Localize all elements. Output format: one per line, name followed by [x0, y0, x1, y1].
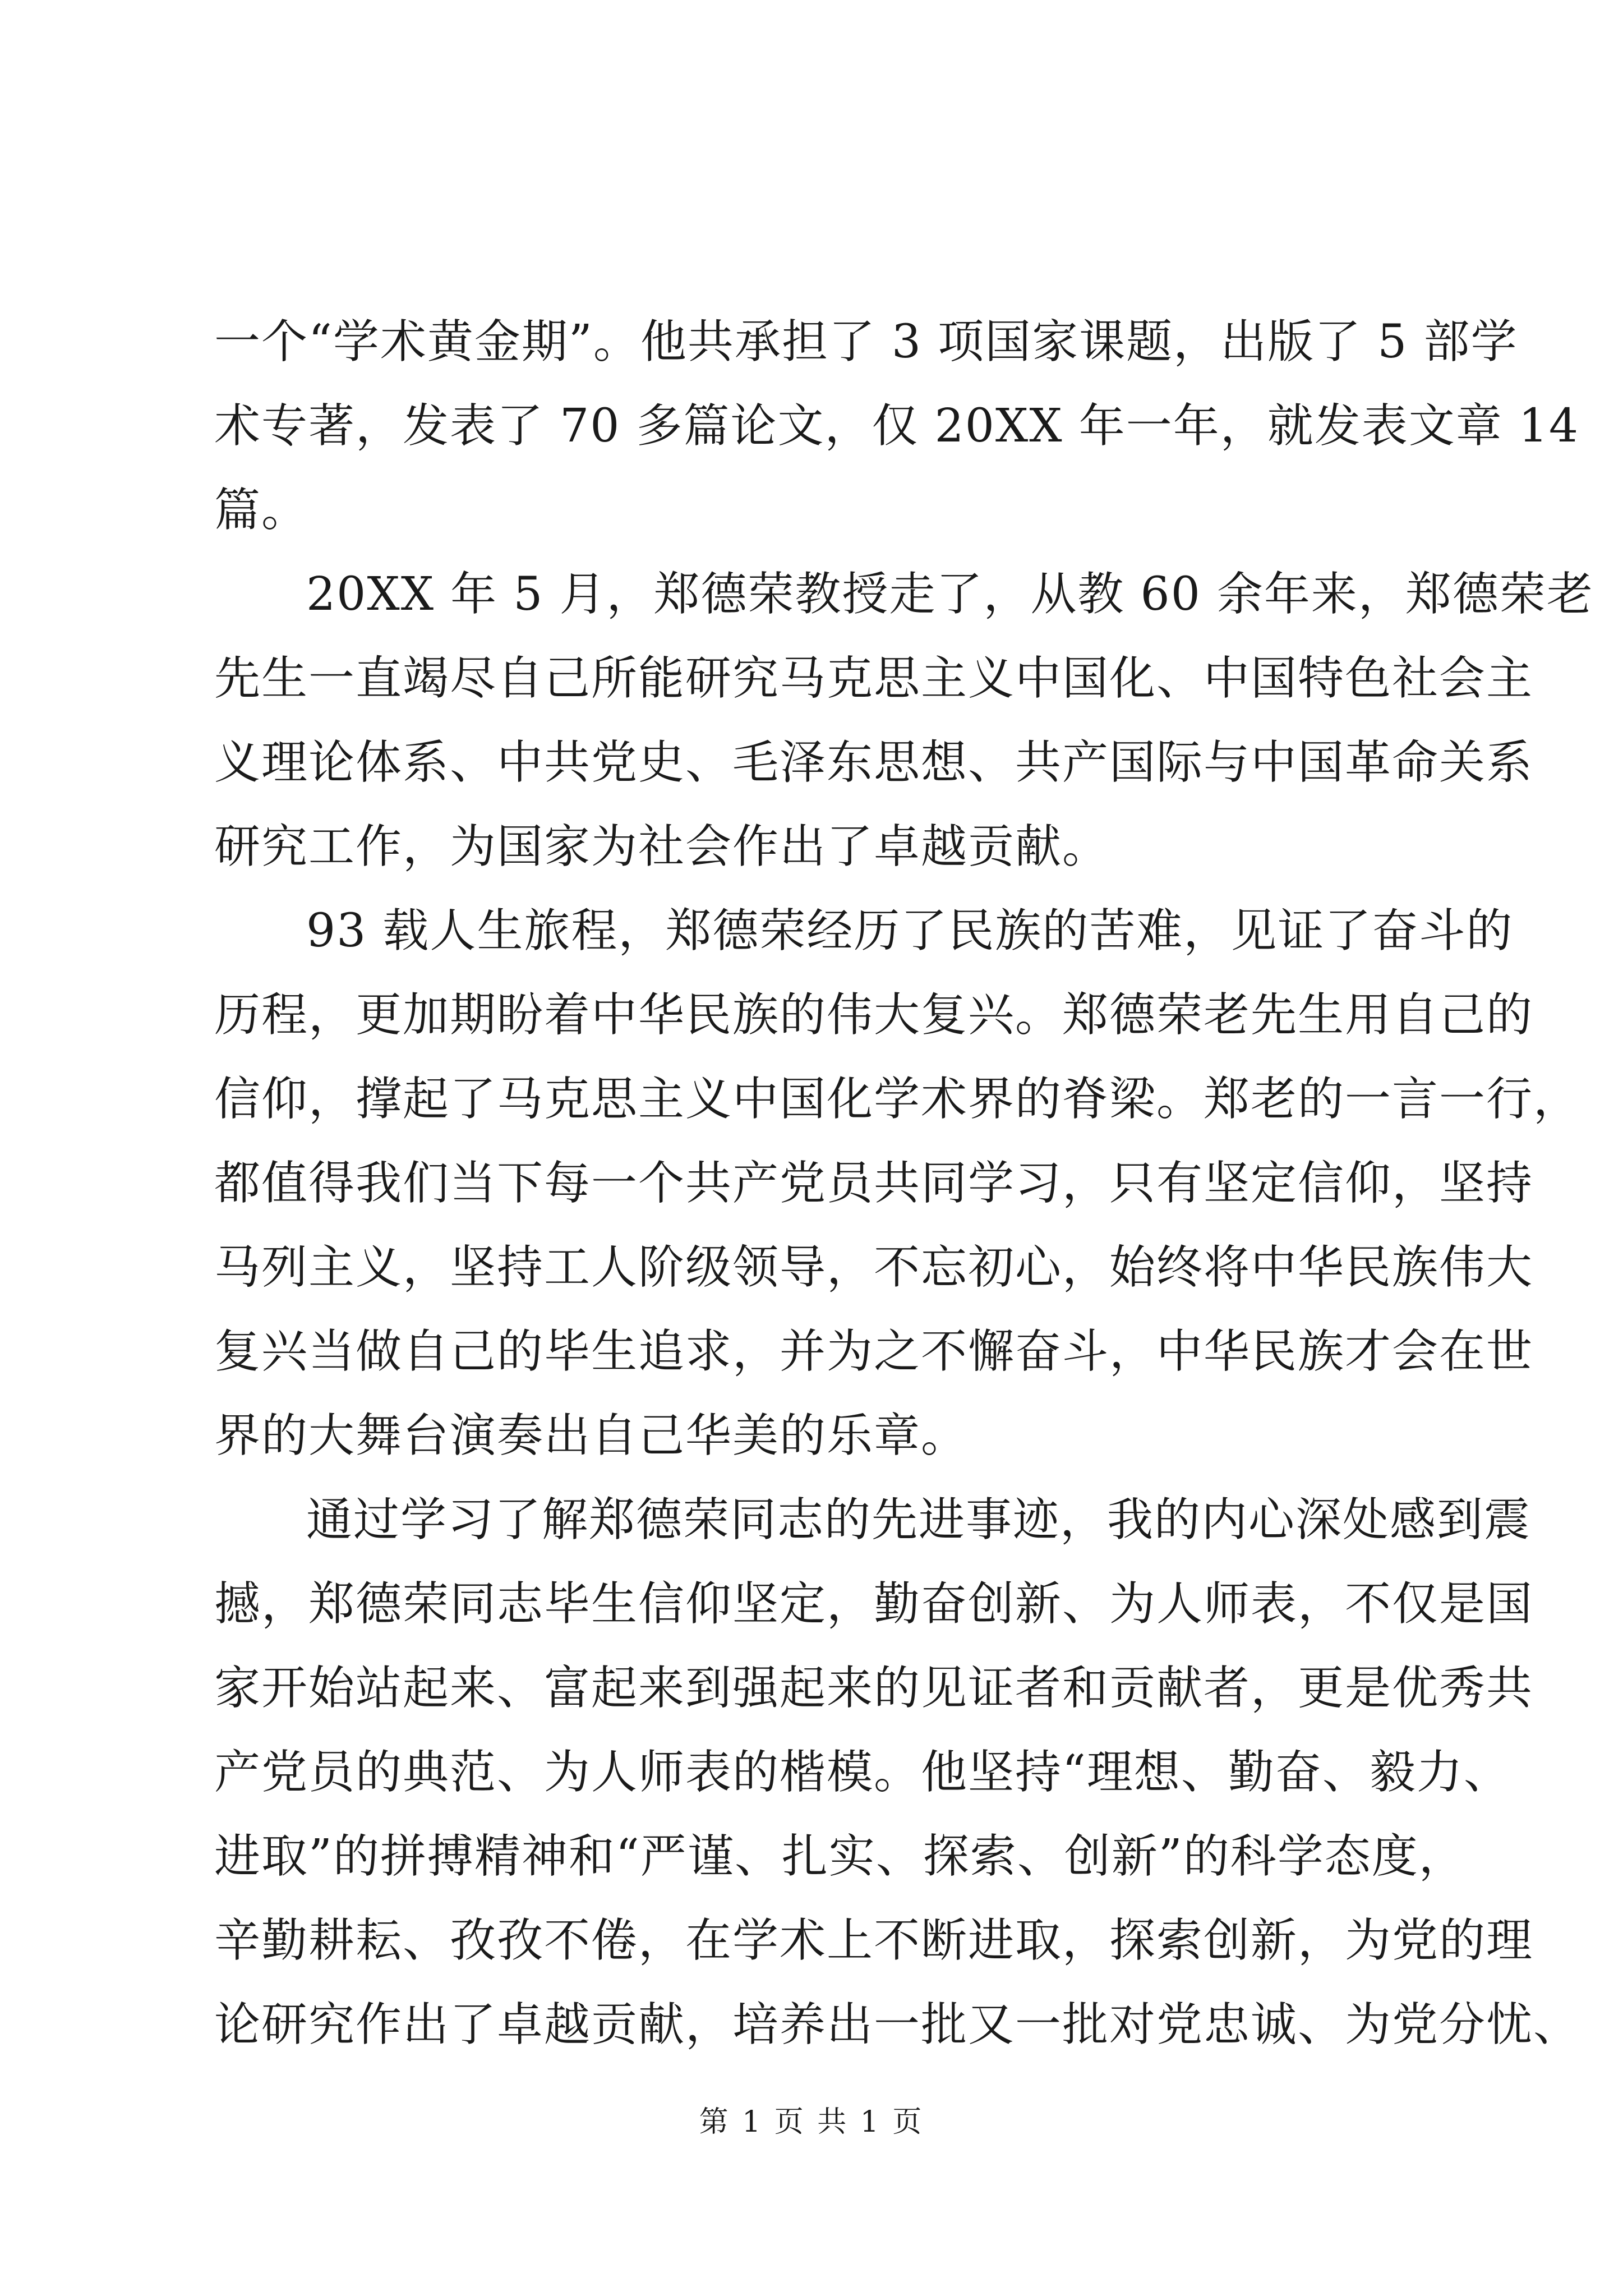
text-line: 研究工作，为国家为社会作出了卓越贡献。 [214, 820, 1110, 873]
text-line: 信仰，撑起了马克思主义中国化学术界的脊梁。郑老的一言一行， [214, 1073, 1581, 1126]
text-line: 篇。 [214, 484, 309, 537]
document-body [214, 300, 1594, 2067]
text-line: 界的大舞台演奏出自己华美的乐章。 [214, 1409, 969, 1462]
text-line: 论研究作出了卓越贡献，培养出一批又一批对党忠诚、为党分忧、 [214, 1998, 1581, 2051]
text-line: 义理论体系、中共党史、毛泽东思想、共产国际与中国革命关系 [214, 736, 1534, 789]
text-line: 马列主义，坚持工人阶级领导，不忘初心，始终将中华民族伟大 [214, 1241, 1534, 1294]
text-line: 家开始站起来、富起来到强起来的见证者和贡献者，更是优秀共 [214, 1662, 1534, 1715]
text-line: 进取”的拼搏精神和“严谨、扎实、探索、创新”的科学态度， [214, 1830, 1466, 1883]
text-line: 20XX 年 5 月，郑德荣教授走了，从教 60 余年来，郑德荣老 [306, 568, 1594, 621]
text-line: 93 载人生旅程，郑德荣经历了民族的苦难，见证了奋斗的 [306, 904, 1514, 958]
text-line: 产党员的典范、为人师表的楷模。他坚持“理想、勤奋、毅力、 [214, 1746, 1511, 1799]
text-line: 术专著，发表了 70 多篇论文，仅 20XX 年一年，就发表文章 14 [214, 399, 1580, 453]
page-footer [0, 2098, 1623, 2140]
text-line: 辛勤耕耘、孜孜不倦，在学术上不断进取，探索创新，为党的理 [214, 1914, 1534, 1967]
text-line: 历程，更加期盼着中华民族的伟大复兴。郑德荣老先生用自己的 [214, 988, 1534, 1042]
text-line: 撼，郑德荣同志毕生信仰坚定，勤奋创新、为人师表，不仅是国 [214, 1577, 1534, 1631]
paragraph [214, 889, 1581, 1478]
text-line: 复兴当做自己的毕生追求，并为之不懈奋斗，中华民族才会在世 [214, 1325, 1534, 1378]
text-line: 一个“学术黄金期”。他共承担了 3 项国家课题，出版了 5 部学 [214, 315, 1518, 369]
paragraph [214, 553, 1594, 889]
paragraph [214, 1478, 1581, 2067]
page-number-label: 第 1 页 共 1 页 [699, 2105, 924, 2139]
text-line: 都值得我们当下每一个共产党员共同学习，只有坚定信仰，坚持 [214, 1157, 1534, 1210]
text-line: 通过学习了解郑德荣同志的先进事迹，我的内心深处感到震 [306, 1493, 1532, 1547]
paragraph [214, 300, 1580, 553]
text-line: 先生一直竭尽自己所能研究马克思主义中国化、中国特色社会主 [214, 652, 1534, 705]
